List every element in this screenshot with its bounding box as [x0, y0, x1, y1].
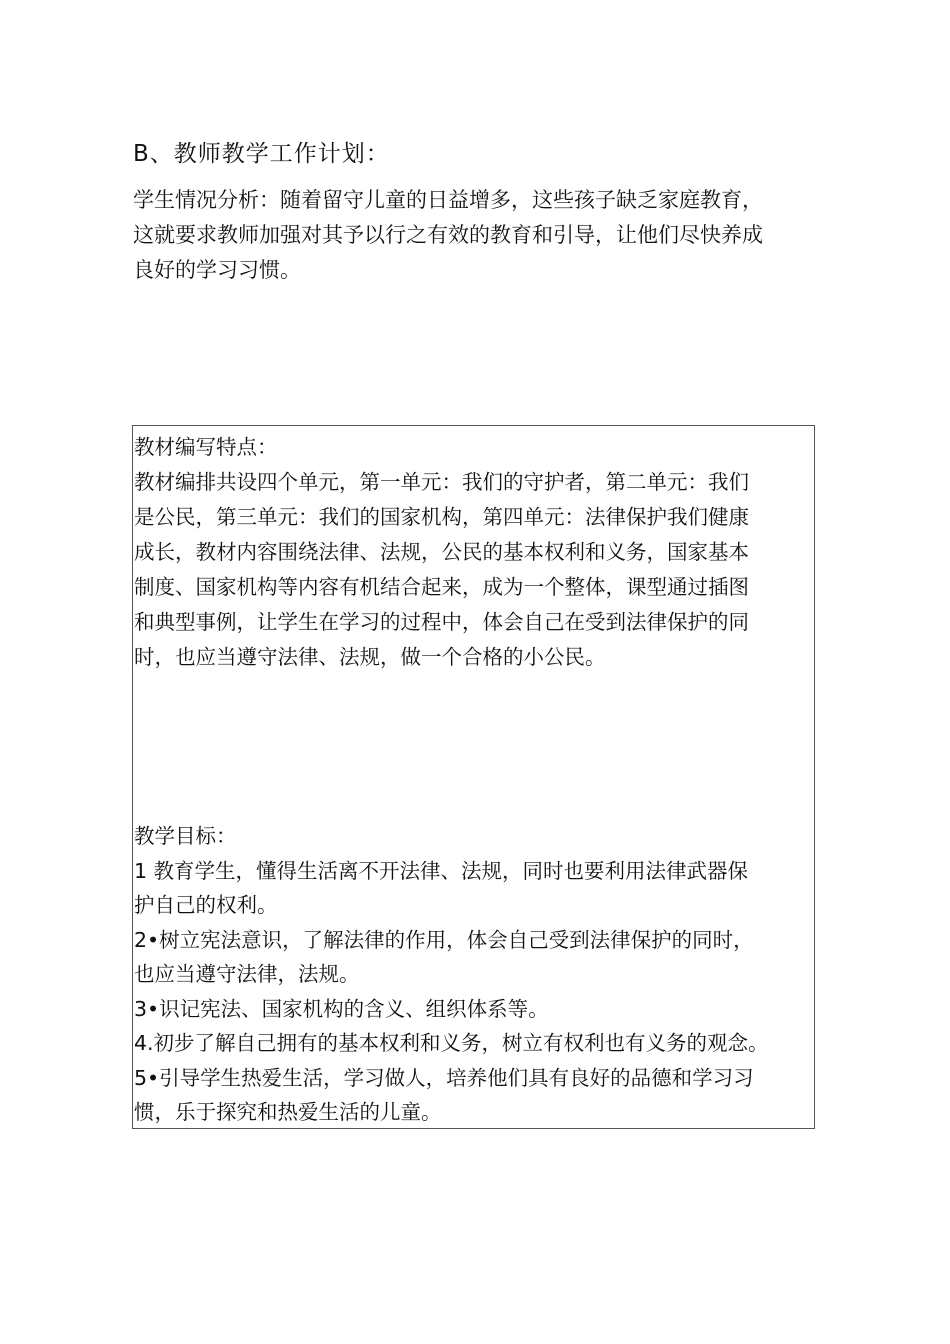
teaching-goals-section [134, 819, 814, 1130]
goal-line: 2•树立宪法意识，了解法律的作用，体会自己受到法律保护的同时， [134, 927, 754, 952]
page-title: B、教师教学工作计划： [133, 141, 390, 167]
section-title: 教材编写特点： [134, 435, 278, 459]
goal-line: 3•识记宪法、国家机构的含义、组织体系等。 [134, 996, 549, 1021]
goal-line: 4.初步了解自己拥有的基本权利和义务，树立有权利也有义务的观念。 [134, 1031, 769, 1055]
text-line: 是公民，第三单元：我们的国家机构，第四单元：法律保护我们健康 [134, 505, 749, 529]
goal-line: 也应当遵守法律，法规。 [134, 962, 360, 986]
text-line: 教材编排共设四个单元，第一单元：我们的守护者，第二单元：我们 [134, 470, 749, 494]
content-table-cell [132, 425, 815, 1129]
goal-line: 1 教育学生，懂得生活离不开法律、法规，同时也要利用法律武器保 [134, 858, 749, 883]
student-analysis-paragraph [133, 183, 833, 288]
section-title: 教学目标： [134, 824, 237, 848]
intro-line: 这就要求教师加强对其予以行之有效的教育和引导，让他们尽快养成 [133, 223, 763, 247]
textbook-features-section [134, 430, 814, 675]
intro-line: 良好的学习习惯。 [133, 258, 301, 282]
goal-line: 护自己的权利。 [134, 893, 278, 917]
text-line: 成长，教材内容围绕法律、法规，公民的基本权利和义务，国家基本 [134, 540, 749, 564]
text-line: 制度、国家机构等内容有机结合起来，成为一个整体，课型通过插图 [134, 575, 749, 599]
text-line: 时，也应当遵守法律、法规，做一个合格的小公民。 [134, 645, 606, 669]
intro-line: 学生情况分析：随着留守儿童的日益增多，这些孩子缺乏家庭教育， [133, 188, 763, 212]
goal-line: 惯，乐于探究和热爱生活的儿童。 [134, 1100, 442, 1124]
text-line: 和典型事例，让学生在学习的过程中，体会自己在受到法律保护的同 [134, 610, 749, 634]
goal-line: 5•引导学生热爱生活，学习做人，培养他们具有良好的品德和学习习 [134, 1065, 754, 1090]
